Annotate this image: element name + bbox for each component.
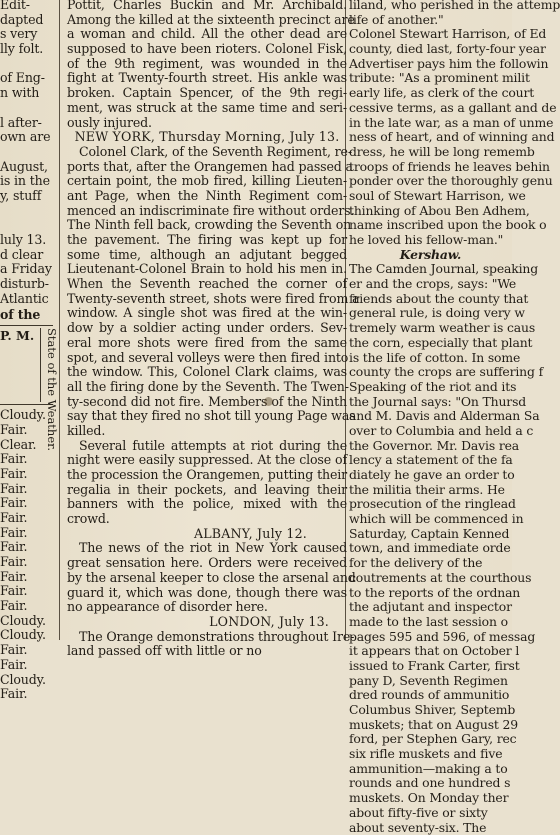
text-line: over to Columbia and held a c	[349, 424, 512, 439]
text-line: Pottit, Charles Buckin and Mr. Archibald.	[67, 0, 347, 13]
text-line: certain point, the mob fired, killing Lieuten-	[67, 174, 347, 189]
text-line: to the reports of the ordnan	[349, 586, 512, 601]
text-line	[0, 204, 53, 219]
text-line: muskets; that on August 29	[349, 718, 512, 733]
text-line: say that they fired no shot till young Page was	[67, 409, 347, 424]
text-line: rounds and one hundred s	[349, 776, 512, 791]
text-line: y, stuff	[0, 189, 53, 204]
text-line: dapted	[0, 13, 53, 28]
text-line: The Orange demonstrations throughout Ire-	[67, 630, 347, 645]
dateline-albany: ALBANY, July 12.	[67, 527, 347, 542]
middle-column	[67, 0, 347, 659]
text-line: for the delivery of the	[349, 556, 512, 571]
text-line: great sensation here. Orders were received	[67, 556, 347, 571]
text-line: crowd.	[67, 512, 347, 527]
text-line: in the late war, as a man of unme	[349, 116, 512, 131]
text-line: and M. Davis and Alderman Sa	[349, 409, 512, 424]
text-line	[0, 101, 53, 116]
text-line: liland, who perished in the attemp	[349, 0, 512, 13]
weather-row: Cloudy.	[0, 408, 53, 423]
text-line: regalia in their pockets, and leaving their	[67, 483, 347, 498]
text-line: dow by a soldier acting under orders. Sev-	[67, 321, 347, 336]
weather-row: Fair.	[0, 599, 53, 614]
text-line: The news of the riot in New York caused	[67, 541, 347, 556]
text-line: night were easily suppressed. At the close of	[67, 453, 347, 468]
text-line: the militia their arms. He	[349, 483, 512, 498]
text-line: county the crops are suffering f	[349, 365, 512, 380]
right-column-text-top	[349, 0, 512, 248]
text-line: Advertiser pays him the followin	[349, 57, 512, 72]
table-pm-label: P. M.	[0, 328, 34, 343]
text-line: some time, although an adjutant begged	[67, 248, 347, 263]
text-line: ford, per Stephen Gary, rec	[349, 732, 512, 747]
text-line	[0, 218, 53, 233]
text-line: thinking of Abou Ben Adhem,	[349, 204, 512, 219]
text-line: Among the killed at the sixteenth precinct are	[67, 13, 347, 28]
weather-row: Fair.	[0, 643, 53, 658]
right-column-text-bottom	[349, 262, 512, 835]
text-line: broken. Captain Spencer, of the 9th regi-	[67, 86, 347, 101]
text-line: Several futile attempts at riot during the	[67, 439, 347, 454]
text-line: all the firing done by the Seventh. The Twen-	[67, 380, 347, 395]
text-line: own are	[0, 130, 53, 145]
weather-row: Fair.	[0, 658, 53, 673]
left-column-text	[0, 0, 53, 306]
text-line: the adjutant and inspector	[349, 600, 512, 615]
text-line: pages 595 and 596, of messag	[349, 630, 512, 645]
text-line: Saturday, Captain Kenned	[349, 527, 512, 542]
text-line: of the 9th regiment, was wounded in the	[67, 57, 347, 72]
text-line: he loved his fellow-man."	[349, 233, 512, 248]
text-line: ty-second did not fire. Members of the Ninth	[67, 395, 347, 410]
text-line: land passed off with little or no	[67, 644, 347, 659]
text-line: Speaking of the riot and its	[349, 380, 512, 395]
text-line	[0, 57, 53, 72]
right-column	[349, 0, 512, 835]
weather-row: Fair.	[0, 584, 53, 599]
weather-row: Fair.	[0, 423, 53, 438]
text-line: troops of friends he leaves behin	[349, 160, 512, 175]
text-line: tremely warm weather is caus	[349, 321, 512, 336]
text-line: is in the	[0, 174, 53, 189]
article-paragraph-2	[67, 145, 347, 439]
text-line: Lieutenant-Colonel Brain to hold his men in.	[67, 262, 347, 277]
text-line: about seventy-six. The	[349, 821, 512, 835]
text-line: luly 13.	[0, 233, 53, 248]
weather-row: Fair.	[0, 496, 53, 511]
weather-row: Cloudy.	[0, 628, 53, 643]
article-paragraph-5	[67, 630, 347, 659]
text-line: Colonel Clark, of the Seventh Regiment, re-	[67, 145, 347, 160]
text-line: eral more shots were fired from the same	[67, 336, 347, 351]
text-line: l after-	[0, 116, 53, 131]
text-line: The Ninth fell back, crowding the Seventh on	[67, 218, 347, 233]
weather-row: Fair.	[0, 570, 53, 585]
text-line: issued to Frank Carter, first	[349, 659, 512, 674]
section-heading-kershaw: Kershaw.	[349, 248, 512, 263]
text-line	[0, 145, 53, 160]
text-line: ponder over the thoroughly genu	[349, 174, 512, 189]
text-line: about fifty-five or sixty	[349, 806, 512, 821]
text-line: made to the last session o	[349, 615, 512, 630]
text-line: ant Page, when the Ninth Regiment com-	[67, 189, 347, 204]
text-line: guard it, which was done, though there was	[67, 586, 347, 601]
text-line: general rule, is doing very w	[349, 306, 512, 321]
text-line: by the arsenal keeper to close the arsenal and	[67, 571, 347, 586]
text-line: of Eng-	[0, 71, 53, 86]
article-paragraph-3	[67, 439, 347, 527]
text-line: When the Seventh reached the corner of	[67, 277, 347, 292]
left-column	[0, 0, 53, 702]
text-line: muskets. On Monday ther	[349, 791, 512, 806]
text-line: Columbus Shiver, Septemb	[349, 703, 512, 718]
paper-stain	[264, 397, 273, 406]
weather-row: Fair.	[0, 482, 53, 497]
text-line: no appearance of disorder here.	[67, 600, 347, 615]
text-line: Colonel Stewart Harrison, of Ed	[349, 27, 512, 42]
text-line: banners with the police, mixed with the	[67, 497, 347, 512]
text-line: the pavement. The firing was kept up for	[67, 233, 347, 248]
weather-row: Clear.	[0, 438, 53, 453]
weather-row: Fair.	[0, 687, 53, 702]
dateline-london: LONDON, July 13.	[67, 615, 347, 630]
text-line: is the life of cotton. In some	[349, 351, 512, 366]
text-line: ously injured.	[67, 116, 347, 131]
text-line: soul of Stewart Harrison, we	[349, 189, 512, 204]
text-line: the corn, especially that plant	[349, 336, 512, 351]
text-line: county, died last, forty-four year	[349, 42, 512, 57]
text-line: n with	[0, 86, 53, 101]
text-line: ammunition—making a to	[349, 762, 512, 777]
weather-row: Fair.	[0, 452, 53, 467]
text-line: spot, and several volleys were then fired into	[67, 351, 347, 366]
text-line: Twenty-seventh street, shots were fired from a	[67, 292, 347, 307]
dateline-new-york: NEW YORK, Thursday Morning, July 13.	[67, 130, 347, 145]
weather-table-body	[0, 408, 53, 702]
text-line: dress, he will be long rememb	[349, 145, 512, 160]
article-paragraph-4	[67, 541, 347, 614]
text-line: name inscribed upon the book o	[349, 218, 512, 233]
weather-row: Fair.	[0, 526, 53, 541]
text-line: the Journal says: "On Thursd	[349, 395, 512, 410]
text-line: a woman and child. All the other dead are	[67, 27, 347, 42]
text-line: Atlantic	[0, 292, 53, 307]
text-line: s very	[0, 27, 53, 42]
text-line: lly folt.	[0, 42, 53, 57]
text-line: tribute: "As a prominent milit	[349, 71, 512, 86]
text-line: diately he gave an order to	[349, 468, 512, 483]
text-line: ness of heart, and of winning and	[349, 130, 512, 145]
table-title: of the	[0, 308, 53, 323]
text-line: it appears that on October l	[349, 644, 512, 659]
weather-header-label: State of the Weather.	[46, 328, 58, 404]
text-line: er and the crops, says: "We	[349, 277, 512, 292]
text-line: the Governor. Mr. Davis rea	[349, 439, 512, 454]
text-line: the procession the Orangemen, putting their	[67, 468, 347, 483]
article-paragraph-1	[67, 0, 347, 130]
weather-row: Fair.	[0, 511, 53, 526]
text-line: ports that, after the Orangemen had passed a	[67, 160, 347, 175]
weather-header-cell	[40, 328, 55, 402]
text-line: prosecution of the ringlead	[349, 497, 512, 512]
text-line: a Friday	[0, 262, 53, 277]
text-line: August,	[0, 160, 53, 175]
weather-table-header	[0, 325, 53, 405]
text-line: menced an indiscriminate fire without orders.	[67, 204, 347, 219]
text-line: window. A single shot was fired at the win-	[67, 306, 347, 321]
text-line: coutrements at the courthous	[349, 571, 512, 586]
weather-row: Fair.	[0, 555, 53, 570]
text-line: which will be commenced in	[349, 512, 512, 527]
column-rule-left	[59, 0, 60, 640]
text-line: disturb-	[0, 277, 53, 292]
text-line: life of another."	[349, 13, 512, 28]
text-line: the window. This, Colonel Clark claims, was	[67, 365, 347, 380]
weather-row: Fair.	[0, 540, 53, 555]
weather-row: Cloudy.	[0, 614, 53, 629]
text-line: ment, was struck at the same time and seri-	[67, 101, 347, 116]
text-line: pany D, Seventh Regimen	[349, 674, 512, 689]
text-line: cessive terms, as a gallant and de	[349, 101, 512, 116]
text-line: fight at Twenty-fourth street. His ankle was	[67, 71, 347, 86]
weather-row: Cloudy.	[0, 673, 53, 688]
text-line: town, and immediate orde	[349, 541, 512, 556]
text-line: lency a statement of the fa	[349, 453, 512, 468]
text-line: early life, as clerk of the court	[349, 86, 512, 101]
text-line: supposed to have been rioters. Colonel Fisk,	[67, 42, 347, 57]
text-line: dred rounds of ammunitio	[349, 688, 512, 703]
weather-row: Fair.	[0, 467, 53, 482]
text-line: d clear	[0, 248, 53, 263]
text-line: six rifle muskets and five	[349, 747, 512, 762]
text-line: killed.	[67, 424, 347, 439]
text-line: friends about the county that	[349, 292, 512, 307]
text-line: Edit-	[0, 0, 53, 13]
text-line: The Camden Journal, speaking	[349, 262, 512, 277]
